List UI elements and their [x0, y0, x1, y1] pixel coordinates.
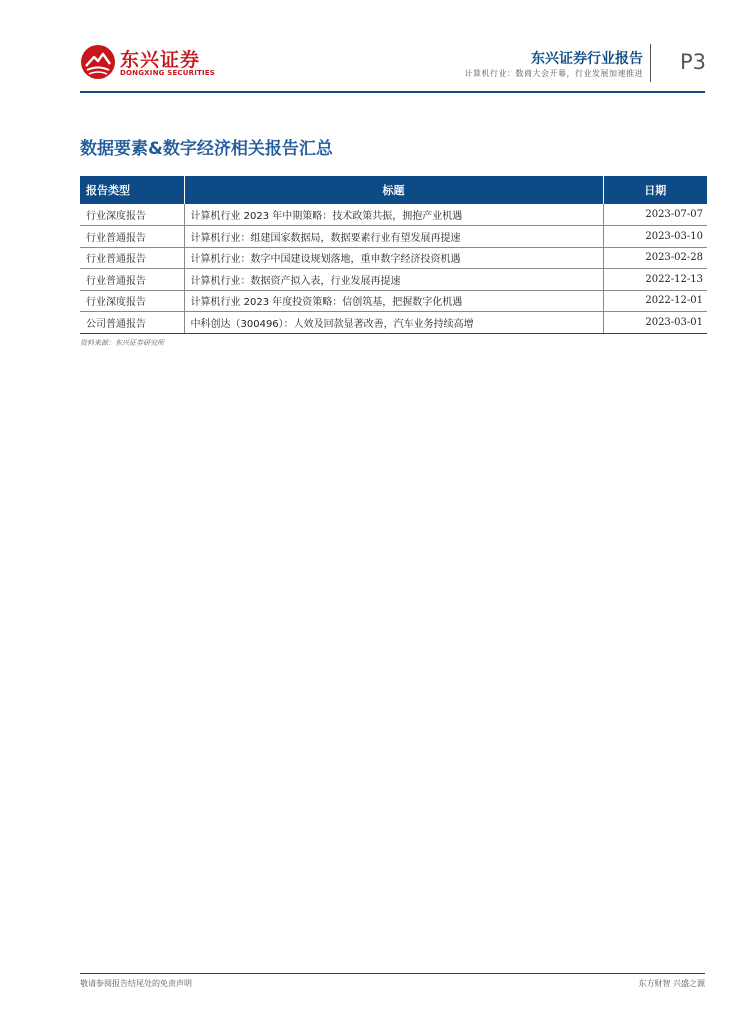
cell-report-date: 2023-02-28 [603, 247, 707, 269]
brand-name-cn: 东兴证券 [120, 49, 201, 71]
cell-report-title: 计算机行业 2023 年中期策略：技术政策共振，拥抱产业机遇 [184, 204, 603, 226]
cell-report-title: 计算机行业 2023 年度投资策略：信创筑基，把握数字化机遇 [184, 290, 603, 312]
cell-report-date: 2023-07-07 [603, 204, 707, 226]
cell-report-type: 公司普通报告 [80, 312, 184, 334]
page-number: P3 [680, 50, 707, 74]
column-header-title: 标题 [184, 176, 603, 204]
column-header-date: 日期 [603, 176, 707, 204]
report-type: 东兴证券行业报告 [531, 51, 643, 67]
cell-report-type: 行业普通报告 [80, 269, 184, 291]
data-source-note: 资料来源：东兴证券研究所 [80, 339, 164, 347]
footer-rule [80, 973, 705, 974]
brand-name-en: DONGXING SECURITIES [120, 69, 216, 77]
cell-report-type: 行业普通报告 [80, 247, 184, 269]
header-divider [650, 44, 651, 82]
table-header-row [80, 176, 707, 204]
footer-disclaimer: 敬请参阅报告结尾处的免责声明 [80, 979, 192, 988]
company-logo [80, 44, 215, 82]
cell-report-title: 计算机行业：数据资产拟入表，行业发展再提速 [184, 269, 603, 291]
column-header-type: 报告类型 [80, 176, 184, 204]
section-title: 数据要素&数字经济相关报告汇总 [80, 139, 333, 159]
cell-report-type: 行业深度报告 [80, 204, 184, 226]
report-subtitle: 计算机行业：数商大会开幕，行业发展加速推进 [464, 69, 643, 78]
header-rule [80, 91, 705, 93]
cell-report-type: 行业普通报告 [80, 226, 184, 248]
table-row [80, 312, 707, 334]
cell-report-title: 中科创达（300496）：人效及回款显著改善，汽车业务持续高增 [184, 312, 603, 334]
table-row [80, 204, 707, 226]
table-row [80, 247, 707, 269]
cell-report-type: 行业深度报告 [80, 290, 184, 312]
cell-report-title: 计算机行业：数字中国建设规划落地，重申数字经济投资机遇 [184, 247, 603, 269]
page-header [0, 0, 755, 96]
table-row [80, 226, 707, 248]
footer-slogan: 东方财智 兴盛之源 [638, 979, 705, 988]
cell-report-date: 2022-12-01 [603, 290, 707, 312]
cell-report-date: 2022-12-13 [603, 269, 707, 291]
dongxing-logo-icon [80, 44, 116, 80]
cell-report-date: 2023-03-10 [603, 226, 707, 248]
table-row [80, 290, 707, 312]
report-summary-table [80, 176, 707, 334]
table-row [80, 269, 707, 291]
cell-report-title: 计算机行业：组建国家数据局，数据要素行业有望发展再提速 [184, 226, 603, 248]
cell-report-date: 2023-03-01 [603, 312, 707, 334]
